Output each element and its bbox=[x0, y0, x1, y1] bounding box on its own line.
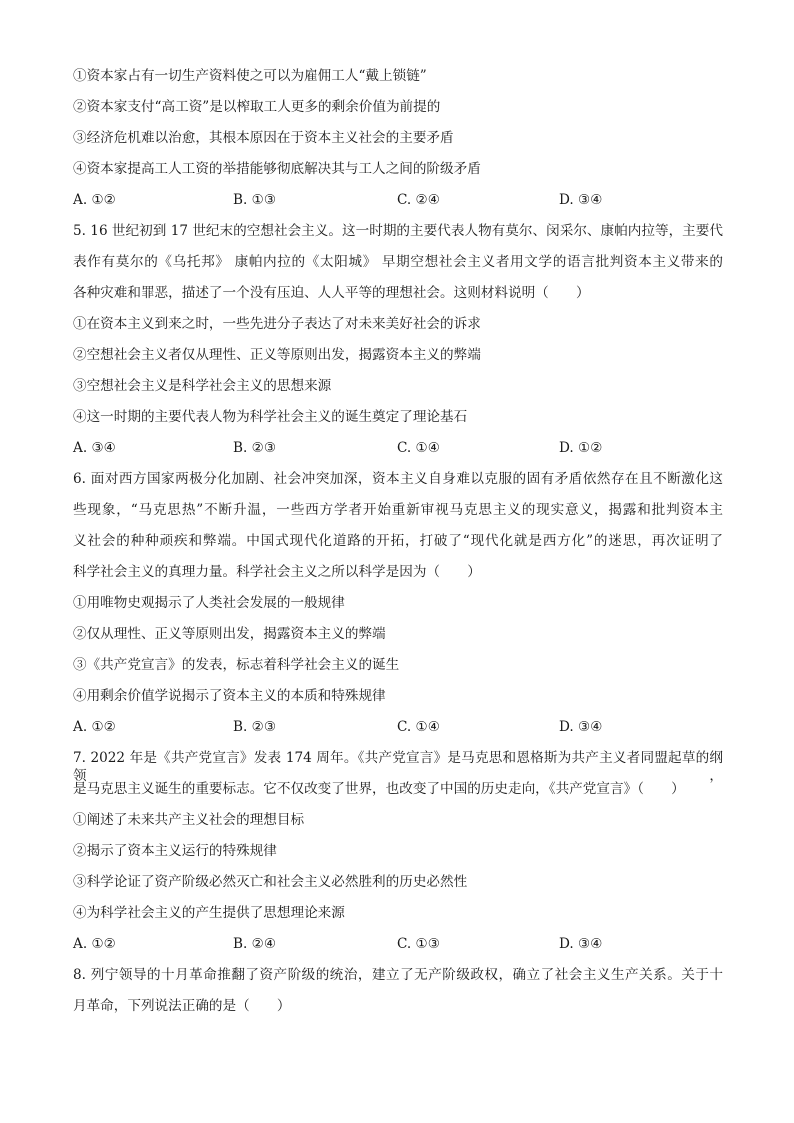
q7-option-b[interactable]: B. ②④ bbox=[233, 936, 277, 952]
q5-option-d[interactable]: D. ①② bbox=[559, 440, 603, 456]
q4-option-d[interactable]: D. ③④ bbox=[559, 192, 603, 208]
q6-stem-line-1: 6. 面对西方国家两极分化加剧、社会冲突加深，资本主义自身难以克服的固有矛盾依然存在且不断激化这 bbox=[73, 471, 723, 487]
q5-statement-2: ②空想社会主义者仅从理性、正义等原则出发，揭露资本主义的弊端 bbox=[73, 347, 481, 363]
q6-stem-line-4: 科学社会主义的真理力量。科学社会主义之所以科学是因为（ ） bbox=[73, 564, 481, 580]
q6-option-d[interactable]: D. ③④ bbox=[559, 719, 603, 735]
q4-statement-4: ④资本家提高工人工资的举措能够彻底解决其与工人之间的阶级矛盾 bbox=[73, 161, 481, 177]
q6-stem-line-2: 些现象，“马克思热”不断升温，一些西方学者开始重新审视马克思主义的现实意义，揭露和批判资本主 bbox=[73, 502, 723, 518]
q5-statement-1: ①在资本主义到来之时，一些先进分子表达了对未来美好社会的诉求 bbox=[73, 316, 481, 332]
q7-option-a[interactable]: A. ①② bbox=[73, 936, 116, 952]
q4-options bbox=[73, 191, 693, 209]
q4-statement-2: ②资本家支付“高工资”是以榨取工人更多的剩余价值为前提的 bbox=[73, 99, 441, 115]
q7-stem-line-2: 是马克思主义诞生的重要标志。它不仅改变了世界，也改变了中国的历史走向，《共产党宣言》（ ） bbox=[73, 781, 685, 797]
q8-stem-line-1: 8. 列宁领导的十月革命推翻了资产阶级的统治，建立了无产阶级政权，确立了社会主义生产关系。关于十 bbox=[73, 967, 723, 983]
q6-stem-line-3: 义社会的种种顽疾和弊端。中国式现代化道路的开拓，打破了“现代化就是西方化”的迷思，再次证明了 bbox=[73, 533, 723, 549]
q6-option-b[interactable]: B. ②③ bbox=[233, 719, 277, 735]
q7-statement-2: ②揭示了资本主义运行的特殊规律 bbox=[73, 843, 277, 859]
q6-statement-3: ③《共产党宣言》的发表，标志着科学社会主义的诞生 bbox=[73, 657, 400, 673]
q7-statement-4: ④为科学社会主义的产生提供了思想理论来源 bbox=[73, 905, 345, 921]
q5-stem-line-1: 5. 16 世纪初到 17 世纪末的空想社会主义。这一时期的主要代表人物有莫尔、闵采尔、康帕内拉等，主要代 bbox=[73, 223, 723, 239]
q7-statement-1: ①阐述了未来共产主义社会的理想目标 bbox=[73, 812, 305, 828]
q5-options bbox=[73, 439, 693, 457]
q6-statement-4: ④用剩余价值学说揭示了资本主义的本质和特殊规律 bbox=[73, 688, 386, 704]
q6-option-c[interactable]: C. ①④ bbox=[397, 719, 440, 735]
q5-stem-line-2: 表作有莫尔的《乌托邦》 康帕内拉的《太阳城》 早期空想社会主义者用文学的语言批判资本主义带来的 bbox=[73, 254, 723, 270]
q5-option-c[interactable]: C. ①④ bbox=[397, 440, 440, 456]
q7-stem-line-1: 7. 2022 年是《共产党宣言》发表 174 周年。《共产党宣言》是马克思和恩格斯为共产主义者同盟起草的纲领， bbox=[73, 750, 723, 784]
q6-options bbox=[73, 718, 693, 736]
q4-option-c[interactable]: C. ②④ bbox=[397, 192, 440, 208]
q5-option-b[interactable]: B. ②③ bbox=[233, 440, 277, 456]
q5-stem-line-3: 各种灾难和罪恶，描述了一个没有压迫、人人平等的理想社会。这则材料说明（ ） bbox=[73, 285, 590, 301]
q4-statement-3: ③经济危机难以治愈，其根本原因在于资本主义社会的主要矛盾 bbox=[73, 130, 454, 146]
q5-statement-4: ④这一时期的主要代表人物为科学社会主义的诞生奠定了理论基石 bbox=[73, 409, 468, 425]
q4-option-b[interactable]: B. ①③ bbox=[233, 192, 277, 208]
q7-options bbox=[73, 935, 693, 953]
q5-option-a[interactable]: A. ③④ bbox=[73, 440, 116, 456]
q7-statement-3: ③科学论证了资产阶级必然灭亡和社会主义必然胜利的历史必然性 bbox=[73, 874, 468, 890]
q6-option-a[interactable]: A. ①② bbox=[73, 719, 116, 735]
q7-option-c[interactable]: C. ①③ bbox=[397, 936, 440, 952]
q4-option-a[interactable]: A. ①② bbox=[73, 192, 116, 208]
q8-stem-line-2: 月革命，下列说法正确的是（ ） bbox=[73, 998, 291, 1014]
q7-option-d[interactable]: D. ③④ bbox=[559, 936, 603, 952]
q6-statement-1: ①用唯物史观揭示了人类社会发展的一般规律 bbox=[73, 595, 345, 611]
q5-statement-3: ③空想社会主义是科学社会主义的思想来源 bbox=[73, 378, 332, 394]
q6-statement-2: ②仅从理性、正义等原则出发，揭露资本主义的弊端 bbox=[73, 626, 386, 642]
q4-statement-1: ①资本家占有一切生产资料使之可以为雇佣工人“戴上锁链” bbox=[73, 68, 427, 84]
